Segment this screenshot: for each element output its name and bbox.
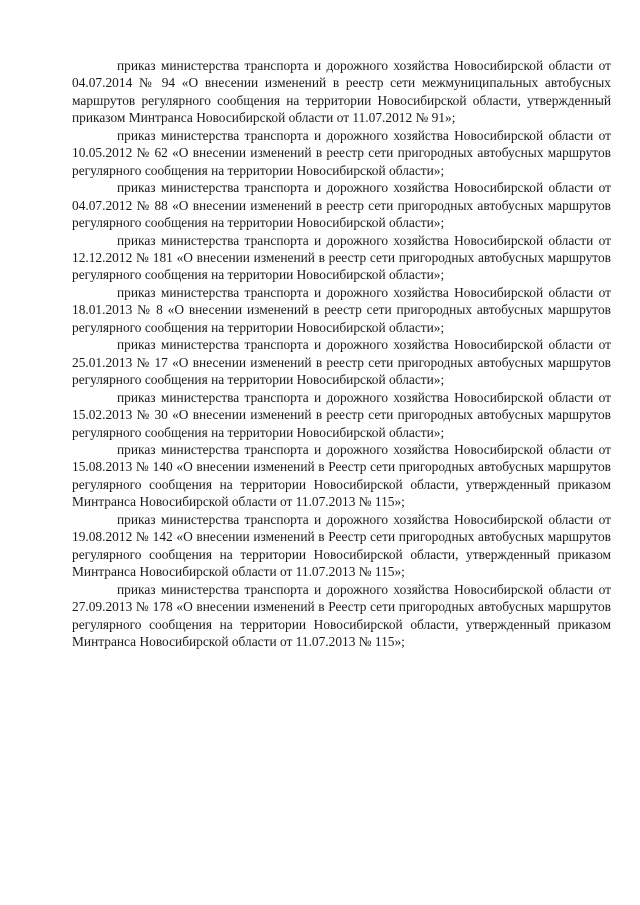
order-paragraph-1: приказ министерства транспорта и дорожного хозяйства Новосибирской области от 04.07.2014 № 94 «О внесении изменений в реестр сети межмуниципальных автобусных маршрутов регулярного сообщения на территории Новосибирской области, утвержденный приказом Минтранса Новосибирской области от 11.07.2012 № 91»; — [72, 58, 611, 126]
order-paragraph-5: приказ министерства транспорта и дорожного хозяйства Новосибирской области от 18.01.2013 № 8 «О внесении изменений в реестр сети пригородных автобусных маршрутов регулярного сообщения на территории Новосибирской области»; — [72, 284, 611, 335]
document-body — [72, 57, 611, 650]
order-paragraph-10: приказ министерства транспорта и дорожного хозяйства Новосибирской области от 27.09.2013 № 178 «О внесении изменений в Реестр сети пригородных автобусных маршрутов регулярного сообщения на территории Новосибирской области, утвержденный приказом Минтранса Новосибирской области от 11.07.2013 № 115»; — [72, 581, 611, 649]
order-paragraph-2: приказ министерства транспорта и дорожного хозяйства Новосибирской области от 10.05.2012 № 62 «О внесении изменений в реестр сети пригородных автобусных маршрутов регулярного сообщения на территории Новосибирской области»; — [72, 127, 611, 178]
order-paragraph-8: приказ министерства транспорта и дорожного хозяйства Новосибирской области от 15.08.2013 № 140 «О внесении изменений в Реестр сети пригородных автобусных маршрутов регулярного сообщения на территории Новосибирской области, утвержденный приказом Минтранса Новосибирской области от 11.07.2013 № 115»; — [72, 441, 611, 510]
order-paragraph-3: приказ министерства транспорта и дорожного хозяйства Новосибирской области от 04.07.2012 № 88 «О внесении изменений в реестр сети пригородных автобусных маршрутов регулярного сообщения на территории Новосибирской области»; — [72, 180, 611, 231]
order-paragraph-4: приказ министерства транспорта и дорожного хозяйства Новосибирской области от 12.12.2012 № 181 «О внесении изменений в реестр сети пригородных автобусных маршрутов регулярного сообщения на территории Новосибирской области»; — [72, 232, 611, 283]
order-paragraph-7: приказ министерства транспорта и дорожного хозяйства Новосибирской области от 15.02.2013 № 30 «О внесении изменений в реестр сети пригородных автобусных маршрутов регулярного сообщения на территории Новосибирской области»; — [72, 389, 611, 440]
order-paragraph-9: приказ министерства транспорта и дорожного хозяйства Новосибирской области от 19.08.2012 № 142 «О внесении изменений в Реестр сети пригородных автобусных маршрутов регулярного сообщения на территории Новосибирской области, утвержденный приказом Минтранса Новосибирской области от 11.07.2013 № 115»; — [72, 511, 611, 580]
order-paragraph-6: приказ министерства транспорта и дорожного хозяйства Новосибирской области от 25.01.2013 № 17 «О внесении изменений в реестр сети пригородных автобусных маршрутов регулярного сообщения на территории Новосибирской области»; — [72, 337, 611, 388]
